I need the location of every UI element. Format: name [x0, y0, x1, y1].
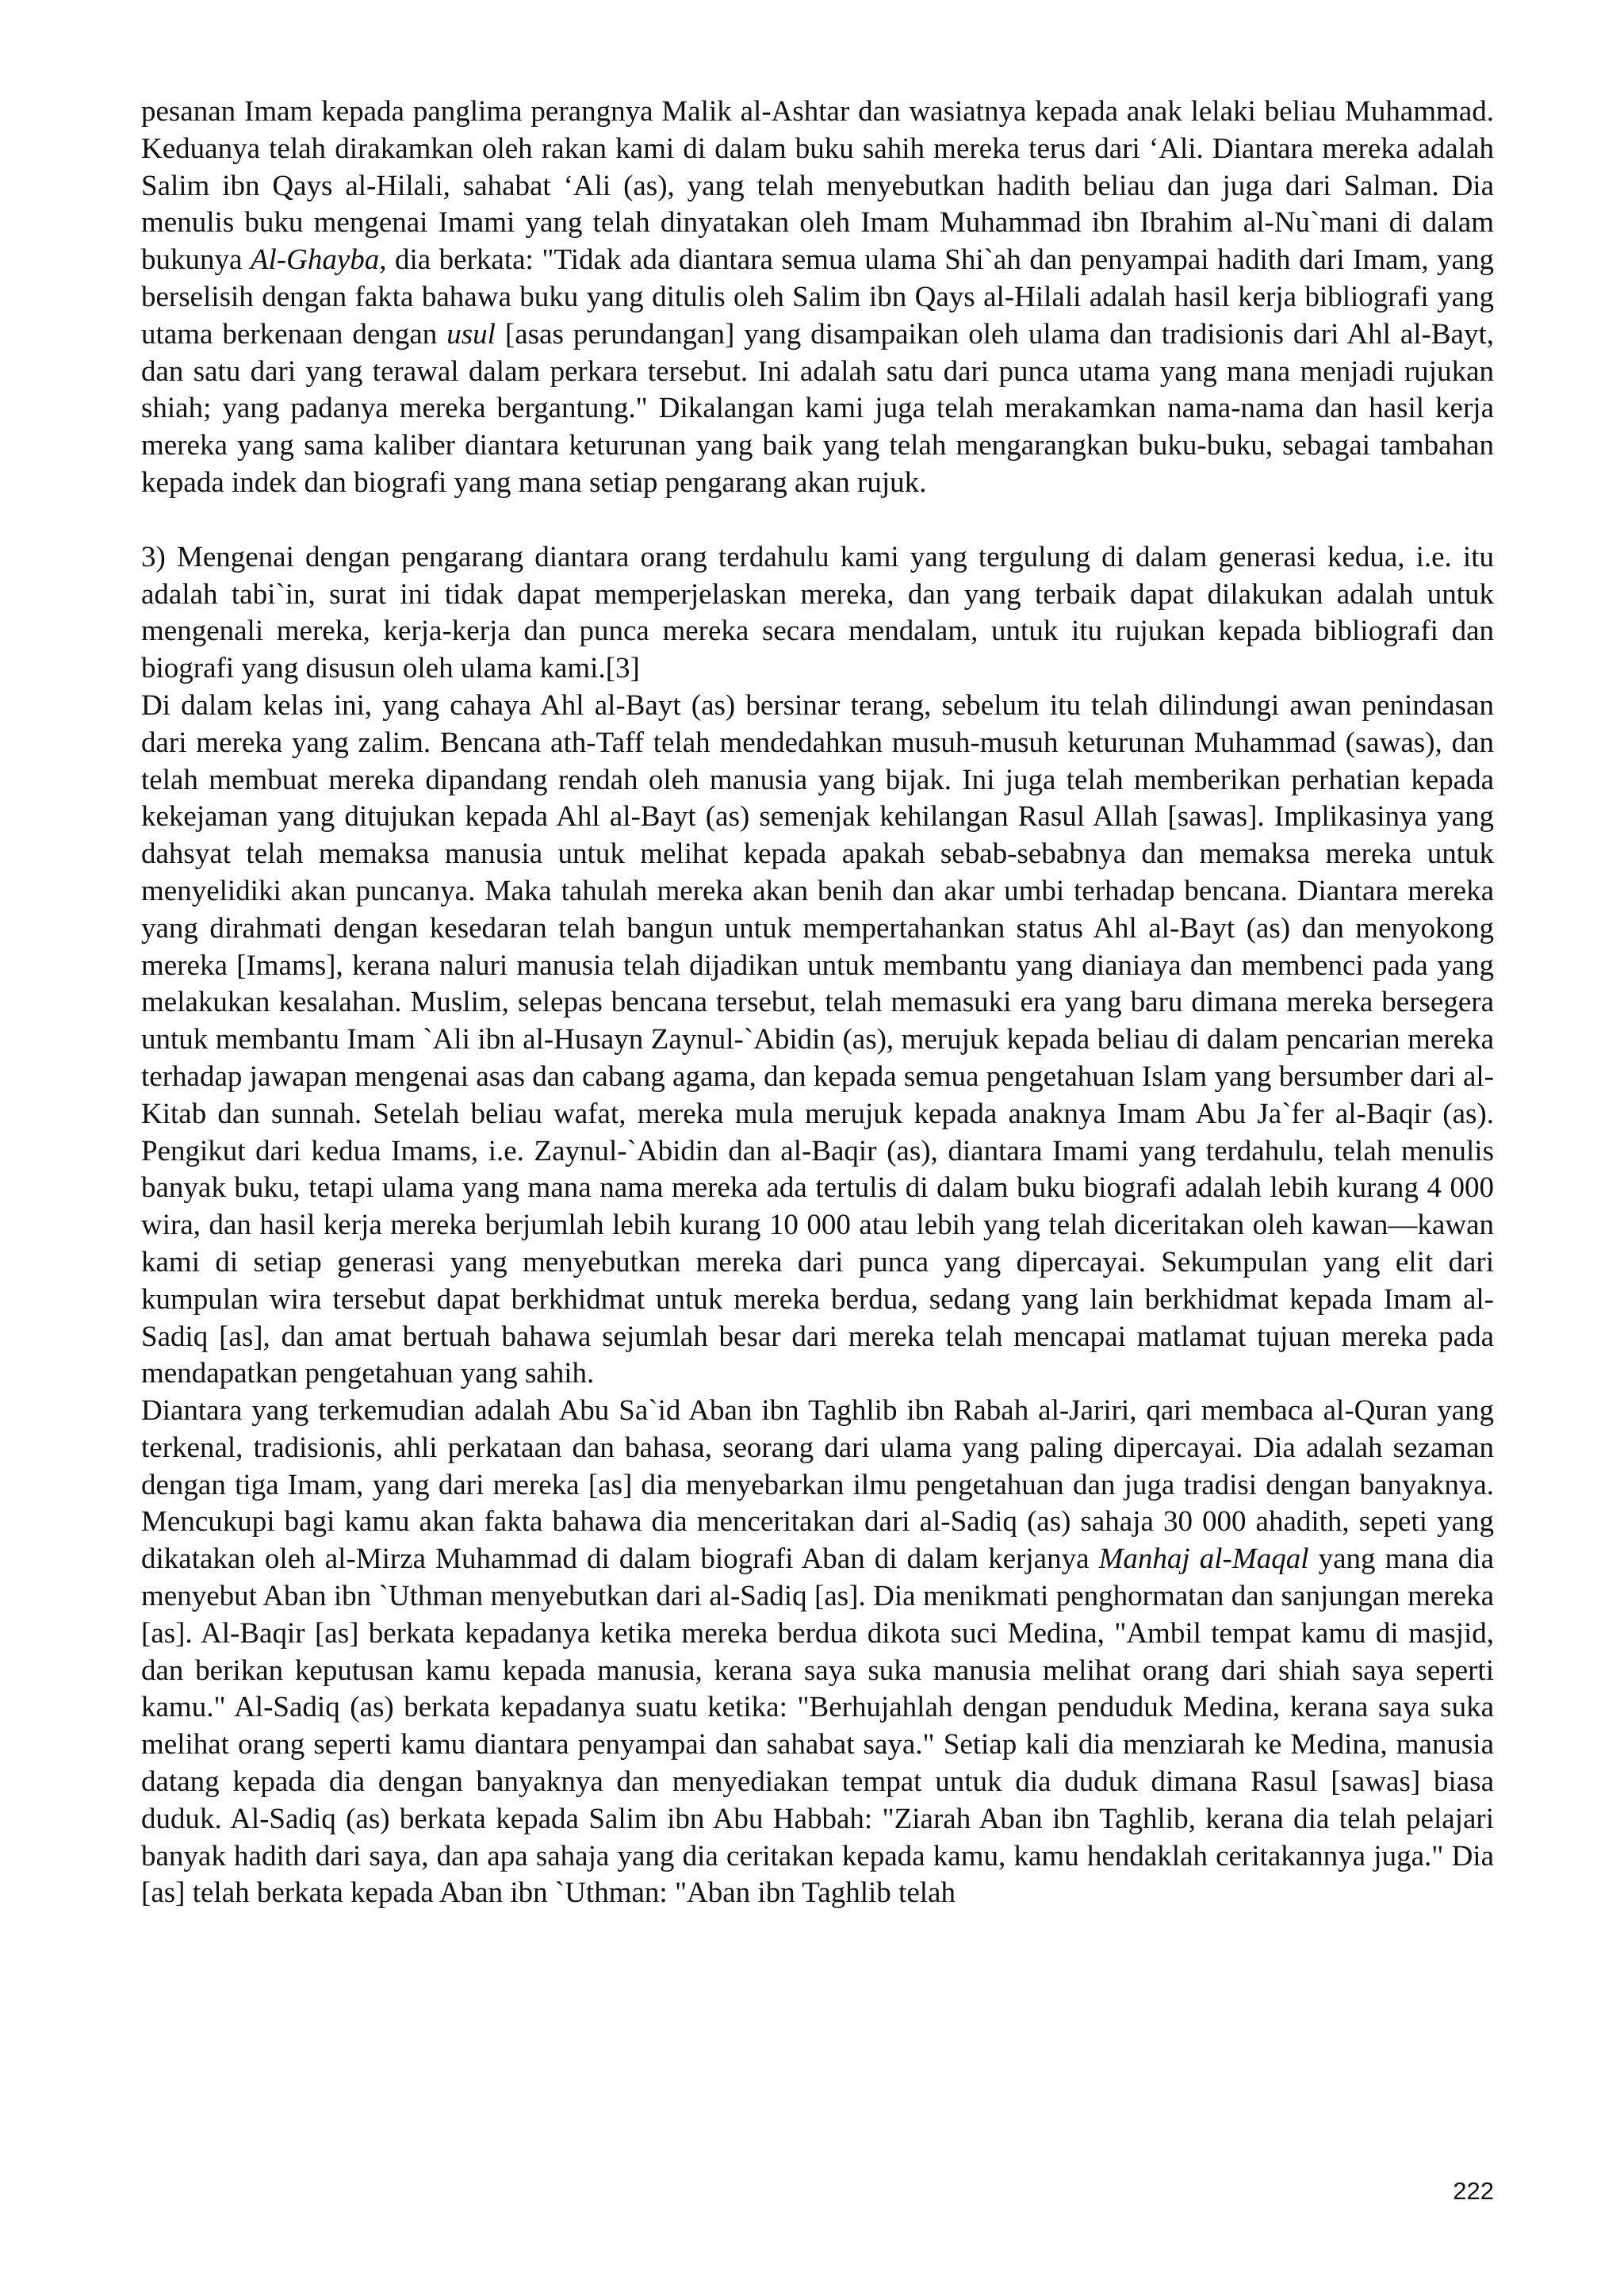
- paragraph-2: [141, 539, 1494, 688]
- book-title-al-ghayba: Al-Ghayba: [250, 243, 380, 277]
- paragraph-4-text-b: yang mana dia menyebut Aban ibn `Uthman menyebutkan dari al-Sadiq [as]. Dia menikmati penghormatan dan sanjungan mereka [as]. Al-Baqir [as] berkata kepadanya ketika mereka berdua dikota suci Medina, "Ambil tempat kamu di masjid, dan berikan keputusan kamu kepada manusia, kerana saya suka manusia melihat orang dari shiah saya seperti kamu." Al-Sadiq (as) berkata kepadanya suatu ketika: "Berhujahlah dengan penduduk Medina, kerana saya suka melihat orang seperti kamu diantara penyampai dan sahabat saya." Setiap kali dia menziarah ke Medina, manusia datang kepada dia dengan banyaknya dan menyediakan tempat untuk dia duduk dimana Rasul [sawas] biasa duduk. Al-Sadiq (as) berkata kepada Salim ibn Abu Habbah: "Ziarah Aban ibn Taghlib, kerana dia telah pelajari banyak hadith dari saya, dan apa sahaja yang dia ceritakan kepada kamu, kamu hendaklah ceritakannya juga." Dia [as] telah berkata kepada Aban ibn `Uthman: "Aban ibn Taghlib telah: [141, 1543, 1494, 1910]
- term-usul: usul: [446, 317, 496, 351]
- page-number: 222: [1453, 2177, 1494, 2205]
- paragraph-3: [141, 688, 1494, 1393]
- paragraph-1: [141, 94, 1494, 502]
- paragraph-4: [141, 1393, 1494, 1912]
- paragraph-1-text-c: [asas perundangan] yang disampaikan oleh ulama dan tradisionis dari Ahl al-Bayt, dan satu dari yang terawal dalam perkara tersebut. Ini adalah satu dari punca utama yang mana menjadi rujukan shiah; yang padanya mereka bergantung." Dikalangan kami juga telah merakamkan nama-nama dan hasil kerja mereka yang sama kaliber diantara keturunan yang baik yang telah mengarangkan buku-buku, sebagai tambahan kepada indek dan biografi yang mana setiap pengarang akan rujuk.: [141, 317, 1494, 499]
- book-title-manhaj-al-maqal: Manhaj al-Maqal: [1098, 1543, 1309, 1576]
- paragraph-2-text: 3) Mengenai dengan pengarang diantara orang terdahulu kami yang tergulung di dalam generasi kedua, i.e. itu adalah tabi`in, surat ini tidak dapat memperjelaskan mereka, dan yang terbaik dapat dilakukan adalah untuk mengenali mereka, kerja-kerja dan punca mereka secara mendalam, untuk itu rujukan kepada bibliografi dan biografi yang disusun oleh ulama kami.[3]: [141, 540, 1494, 685]
- paragraph-1-text-a: pesanan Imam kepada panglima perangnya Malik al-Ashtar dan wasiatnya kepada anak lelaki beliau Muhammad. Keduanya telah dirakamkan oleh rakan kami di dalam buku sahih mereka terus dari ‘Ali. Diantara mereka adalah Salim ibn Qays al-Hilali, sahabat ‘Ali (as), yang telah menyebutkan hadith beliau dan juga dari Salman. Dia menulis buku mengenai Imami yang telah dinyatakan oleh Imam Muhammad ibn Ibrahim al-Nu`mani di dalam bukunya: [141, 95, 1494, 277]
- paragraph-4-text-a: Diantara yang terkemudian adalah Abu Sa`id Aban ibn Taghlib ibn Rabah al-Jariri, qari membaca al-Quran yang terkenal, tradisionis, ahli perkataan dan bahasa, seorang dari ulama yang paling dipercayai. Dia adalah sezaman dengan tiga Imam, yang dari mereka [as] dia menyebarkan ilmu pengetahuan dan juga tradisi dengan banyaknya. Mencukupi bagi kamu akan fakta bahawa dia menceritakan dari al-Sadiq (as) sahaja 30 000 ahadith, sepeti yang dikatakan oleh al-Mirza Muhammad di dalam biografi Aban di dalam kerjanya: [141, 1394, 1494, 1576]
- paragraph-1-text-b: , dia berkata: "Tidak ada diantara semua ulama Shi`ah dan penyampai hadith dari Imam, yang berselisih dengan fakta bahawa buku yang ditulis oleh Salim ibn Qays al-Hilali adalah hasil kerja bibliografi yang utama berkenaan dengan: [141, 243, 1494, 351]
- document-body: [141, 94, 1494, 1912]
- paragraph-3-text: Di dalam kelas ini, yang cahaya Ahl al-Bayt (as) bersinar terang, sebelum itu telah dilindungi awan penindasan dari mereka yang zalim. Bencana ath-Taff telah mendedahkan musuh-musuh keturunan Muhammad (sawas), dan telah membuat mereka dipandang rendah oleh manusia yang bijak. Ini juga telah memberikan perhatian kepada kekejaman yang ditujukan kepada Ahl al-Bayt (as) semenjak kehilangan Rasul Allah [sawas]. Implikasinya yang dahsyat telah memaksa manusia untuk melihat kepada apakah sebab-sebabnya dan memaksa mereka untuk menyelidiki akan puncanya. Maka tahulah mereka akan benih dan akar umbi terhadap bencana. Diantara mereka yang dirahmati dengan kesedaran telah bangun untuk mempertahankan status Ahl al-Bayt (as) dan menyokong mereka [Imams], kerana naluri manusia telah dijadikan untuk membantu yang dianiaya dan membenci pada yang melakukan kesalahan. Muslim, selepas bencana tersebut, telah memasuki era yang baru dimana mereka bersegera untuk membantu Imam `Ali ibn al-Husayn Zaynul-`Abidin (as), merujuk kepada beliau di dalam pencarian mereka terhadap jawapan mengenai asas dan cabang agama, dan kepada semua pengetahuan Islam yang bersumber dari al-Kitab dan sunnah. Setelah beliau wafat, mereka mula merujuk kepada anaknya Imam Abu Ja`fer al-Baqir (as). Pengikut dari kedua Imams, i.e. Zaynul-`Abidin dan al-Baqir (as), diantara Imami yang terdahulu, telah menulis banyak buku, tetapi ulama yang mana nama mereka ada tertulis di dalam buku biografi adalah lebih kurang 4 000 wira, dan hasil kerja mereka berjumlah lebih kurang 10 000 atau lebih yang telah diceritakan oleh kawan—kawan kami di setiap generasi yang menyebutkan mereka dari punca yang dipercayai. Sekumpulan yang elit dari kumpulan wira tersebut dapat berkhidmat untuk mereka berdua, sedang yang lain berkhidmat kepada Imam al-Sadiq [as], dan amat bertuah bahawa sejumlah besar dari mereka telah mencapai matlamat tujuan mereka pada mendapatkan pengetahuan yang sahih.: [141, 688, 1494, 1390]
